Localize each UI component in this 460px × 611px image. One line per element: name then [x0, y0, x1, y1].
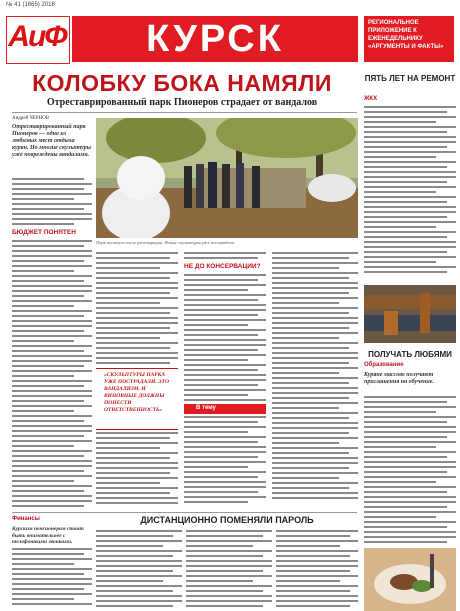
- park-photo-illustration: [96, 118, 358, 238]
- main-subhead: Отреставрированный парк Пионеров страдает от вандалов: [46, 97, 318, 108]
- detail-label: В тему: [196, 405, 216, 411]
- promo-text: РЕГИОНАЛЬНОЕ ПРИЛОЖЕНИЕ К ЕЖЕНЕДЕЛЬНИКУ «АРГУМЕНТЫ И ФАКТЫ»: [368, 20, 444, 50]
- bottom-column-3: [186, 530, 272, 611]
- main-headline: КОЛОБКУ БОКА НАМЯЛИ: [32, 70, 332, 96]
- author-byline: Андрей ЧЕРНОВ: [12, 116, 50, 121]
- bottom-lead: Курским пенсионерам стоит быть внимательнее с телефонными звонками.: [12, 526, 84, 545]
- pull-quote: «СКУЛЬПТУРЫ ПАРКА УЖЕ ПОСТРАДАЛИ. ЭТО ВАНДАЛИЗМ, И ВИНОВНЫЕ ДОЛЖНЫ ПОНЕСТИ ОТВЕТСТВЕННОСТЬ»: [104, 372, 169, 413]
- bottom-rule: [12, 512, 357, 513]
- text-column-2: [96, 252, 178, 367]
- sidebar-photo-pipes: [364, 285, 456, 343]
- main-photo: [96, 118, 358, 238]
- sidebar-text-1: [364, 106, 456, 282]
- sidebar-section-1: ЖКХ: [364, 96, 378, 102]
- aif-logo: АиФ: [8, 20, 66, 53]
- sidebar-title-2: ПОЛУЧАТЬ ЛЮБЯМИ: [368, 350, 452, 359]
- section-heading-1: БЮДЖЕТ ПОНЯТЕН: [12, 229, 76, 236]
- section-heading-2: НЕ ДО КОНСЕРВАЦИИ?: [184, 263, 261, 270]
- sidebar-text-2: [364, 396, 456, 546]
- bottom-section: Финансы: [12, 516, 40, 522]
- bottom-column-2: [96, 530, 182, 611]
- text-column-1: [12, 178, 92, 510]
- text-column-4: [272, 252, 358, 510]
- text-column-3: [184, 252, 266, 402]
- sidebar-photo-food: [364, 548, 456, 611]
- photo-caption: Парк пионеров после реставрации. Новые скульптуры уже пострадали.: [96, 240, 236, 245]
- article-lead: Отреставрированный парк Пионеров — одно из любимых мест отдыха курян. Но многие скульптуры уже повреждены вандалами.: [12, 124, 91, 158]
- sidebar-title-1: ПЯТЬ ЛЕТ НА РЕМОНТ: [364, 74, 456, 83]
- sidebar-lead-2: Куряне массово получают приглашения на обучение.: [364, 372, 434, 385]
- text-column-2b: [96, 432, 178, 510]
- sidebar-section-2: Образование: [364, 362, 404, 368]
- headline-rule: [12, 112, 357, 113]
- city-title: КУРСК: [146, 18, 284, 60]
- bottom-column-4: [276, 530, 358, 611]
- bottom-column-1: [12, 548, 92, 611]
- issue-info: № 41 (1665) 2018: [6, 2, 55, 8]
- bottom-headline: ДИСТАНЦИОННО ПОМЕНЯЛИ ПАРОЛЬ: [140, 515, 314, 525]
- text-column-3b: [184, 416, 266, 510]
